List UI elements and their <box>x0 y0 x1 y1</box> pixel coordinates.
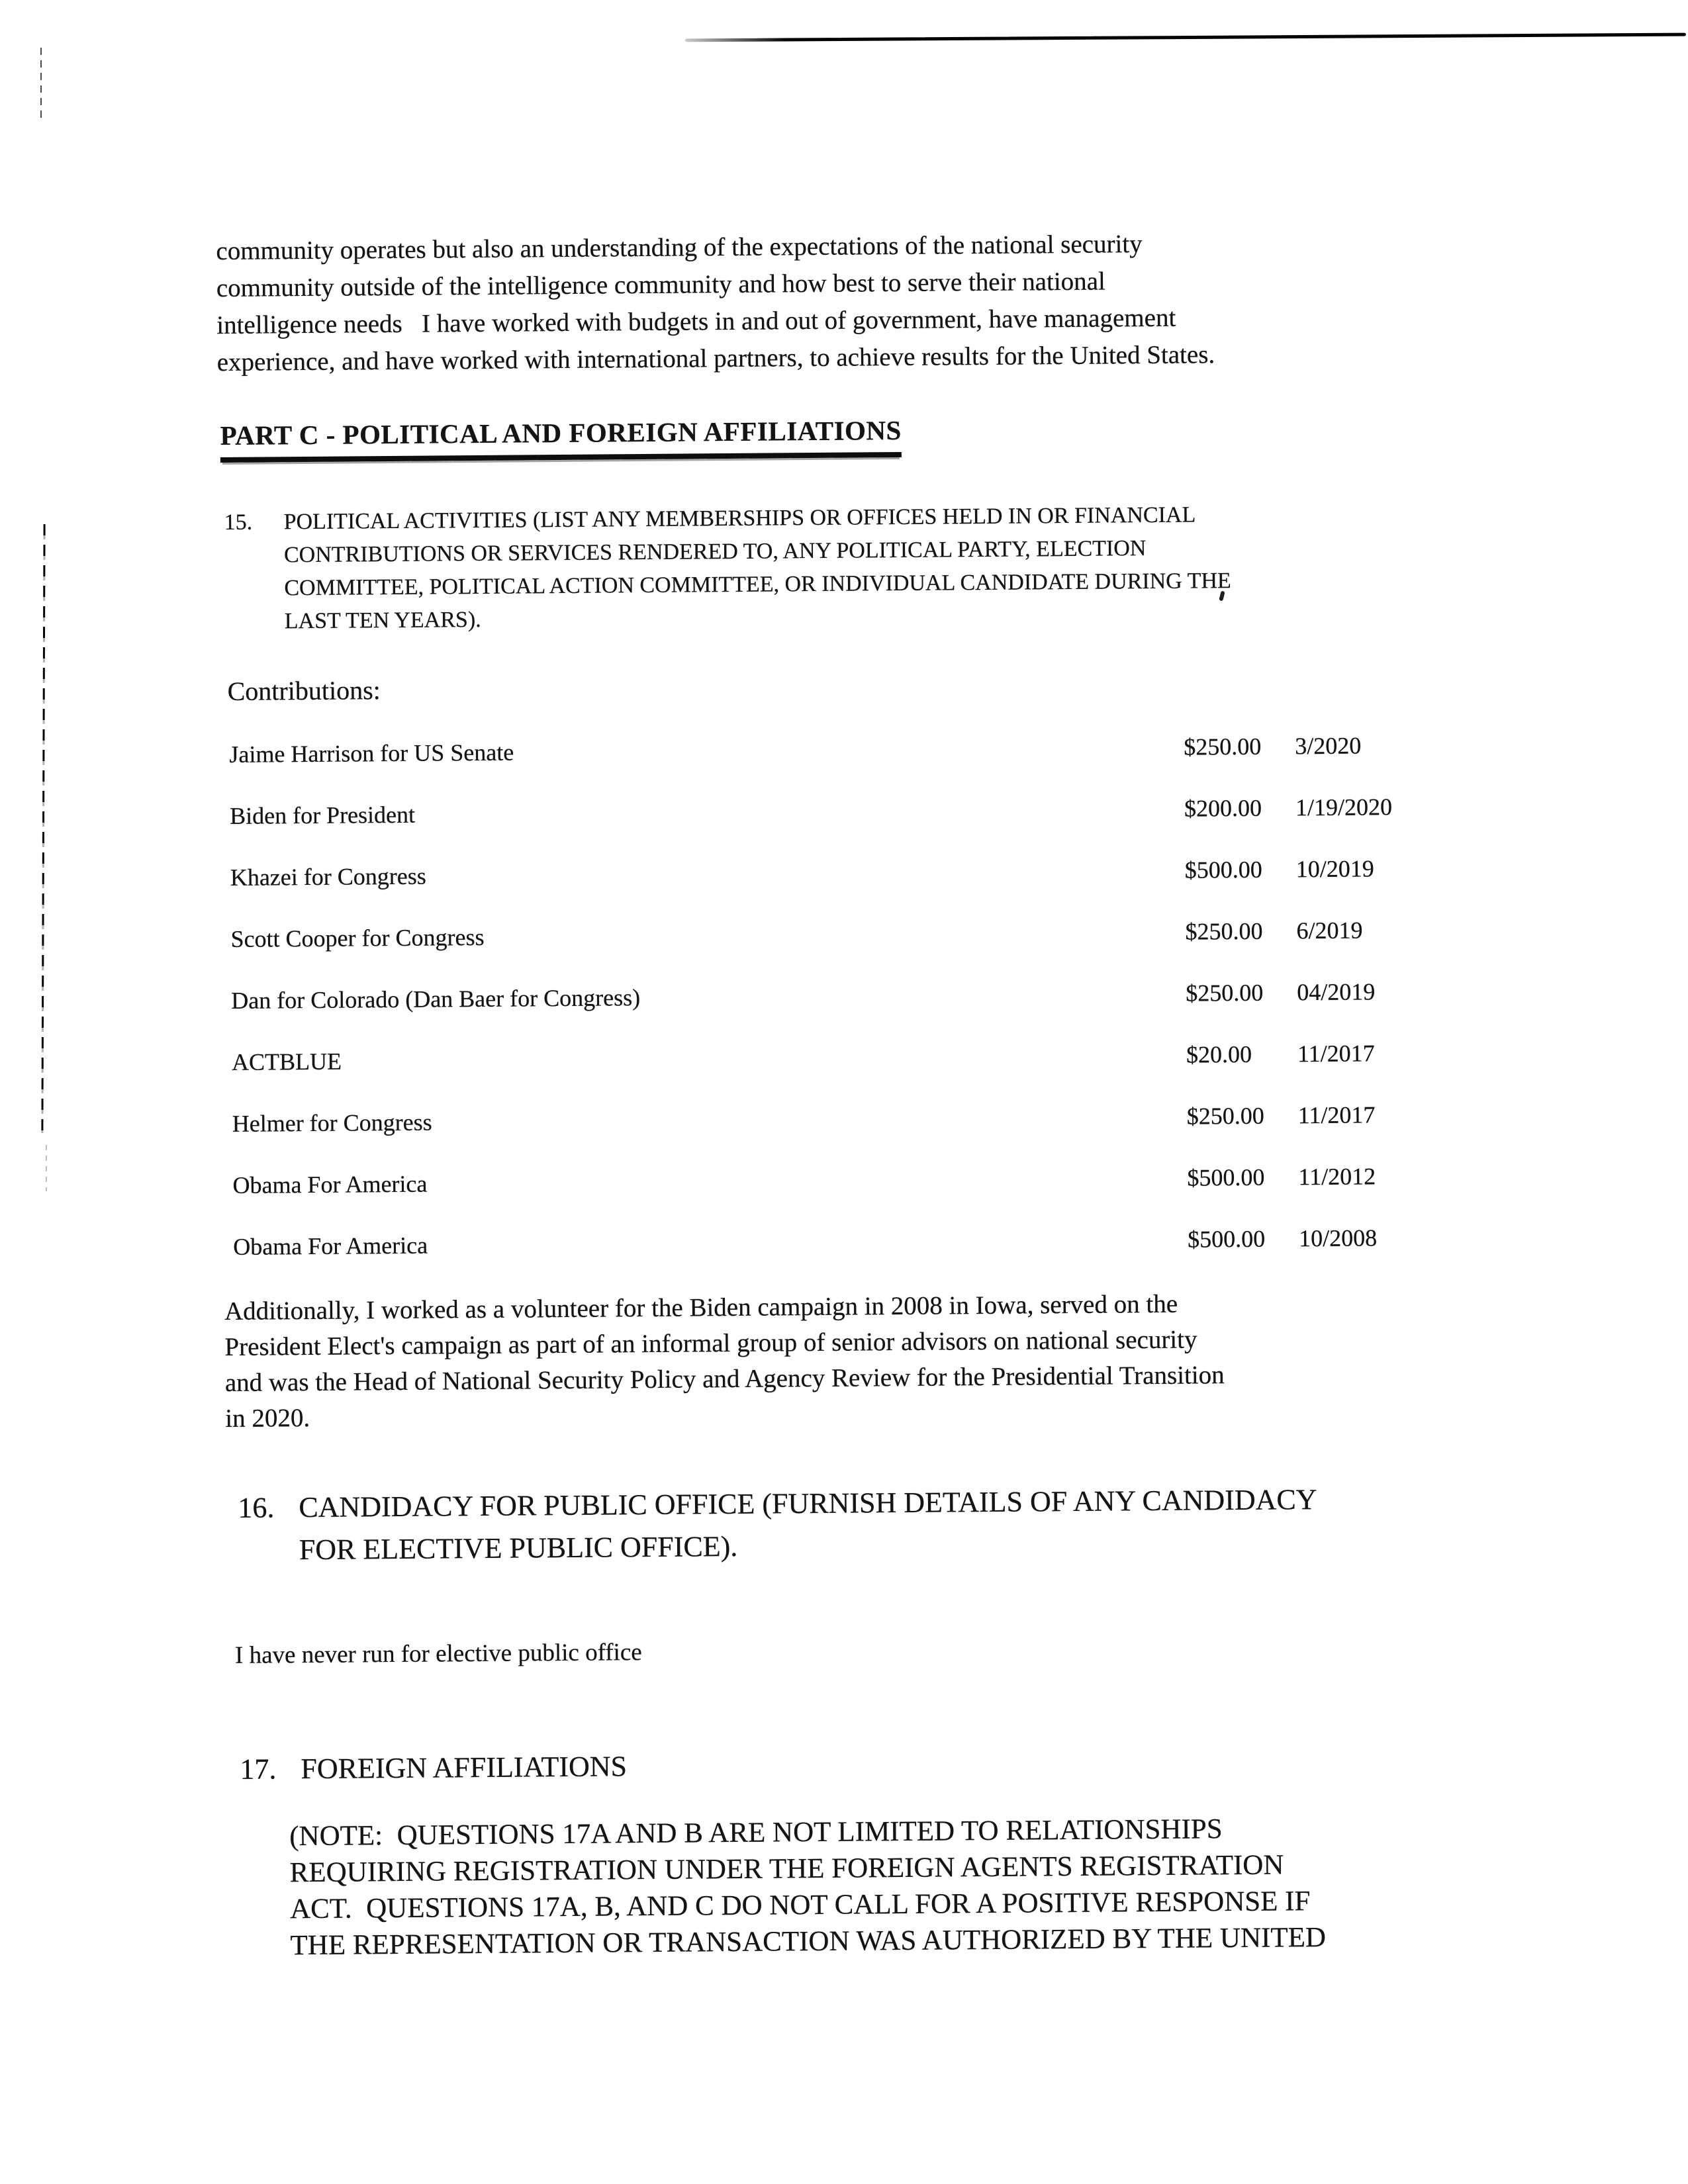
contribution-amount: $250.00 <box>1186 979 1264 1007</box>
contribution-name: Obama For America <box>233 1232 428 1260</box>
contribution-date: 11/2012 <box>1298 1163 1376 1191</box>
text-line: intelligence needs I have worked with budgets in and out of government, have management <box>216 303 1176 340</box>
text-line: experience, and have worked with international partners, to achieve results for the United States. <box>216 340 1215 377</box>
contribution-date: 1/19/2020 <box>1295 794 1393 821</box>
text-line: ACT. QUESTIONS 17A, B, AND C DO NOT CALL FOR A POSITIVE RESPONSE IF <box>289 1886 1311 1925</box>
contribution-name: Biden for President <box>229 801 416 829</box>
text-line: community operates but also an understanding of the expectations of the national security <box>216 230 1143 266</box>
text-line: LAST TEN YEARS). <box>284 607 481 634</box>
question-16 <box>238 1476 1688 1572</box>
contribution-amount: $20.00 <box>1186 1040 1252 1068</box>
contribution-amount: $250.00 <box>1185 917 1263 945</box>
text-line: (NOTE: QUESTIONS 17A AND B ARE NOT LIMITED TO RELATIONSHIPS <box>289 1813 1223 1852</box>
contribution-name: ACTBLUE <box>231 1048 342 1075</box>
question-17-title: FOREIGN AFFILIATIONS <box>301 1750 628 1786</box>
intro-paragraph <box>214 0 1481 381</box>
contributions-label: Contributions: <box>227 675 381 706</box>
text-line: CANDIDACY FOR PUBLIC OFFICE (FURNISH DETAILS OF ANY CANDIDACY <box>299 1483 1317 1524</box>
contribution-date: 11/2017 <box>1297 1101 1376 1129</box>
text-line: Additionally, I worked as a volunteer for the Biden campaign in 2008 in Iowa, served on the <box>224 1289 1178 1326</box>
contribution-amount: $200.00 <box>1184 794 1262 822</box>
text-line: President Elect's campaign as part of an informal group of senior advisors on national security <box>224 1325 1197 1362</box>
text-line: COMMITTEE, POLITICAL ACTION COMMITTEE, OR INDIVIDUAL CANDIDATE DURING THE <box>284 569 1231 601</box>
text-line: in 2020. <box>225 1404 310 1433</box>
text-line: and was the Head of National Security Policy and Agency Review for the Presidential Transition <box>224 1361 1225 1398</box>
contribution-row <box>230 915 1488 954</box>
text-line: THE REPRESENTATION OR TRANSACTION WAS AUTHORIZED BY THE UNITED <box>290 1921 1327 1962</box>
text-line: POLITICAL ACTIVITIES (LIST ANY MEMBERSHIPS OR OFFICES HELD IN OR FINANCIAL <box>283 502 1196 535</box>
contribution-name: Jaime Harrison for US Senate <box>229 739 514 768</box>
contribution-date: 3/2020 <box>1295 732 1362 760</box>
contribution-name: Obama For America <box>232 1170 428 1199</box>
question-15-text <box>283 498 1331 638</box>
text-line: CONTRIBUTIONS OR SERVICES RENDERED TO, ANY POLITICAL PARTY, ELECTION <box>283 536 1147 568</box>
contribution-name: Helmer for Congress <box>232 1109 432 1137</box>
contribution-date: 6/2019 <box>1296 917 1363 944</box>
contribution-date: 10/2019 <box>1295 855 1374 883</box>
contribution-name: Scott Cooper for Congress <box>230 923 485 952</box>
text-line: FOR ELECTIVE PUBLIC OFFICE). <box>299 1529 738 1567</box>
contribution-name: Khazei for Congress <box>230 862 426 891</box>
contribution-amount: $500.00 <box>1187 1163 1265 1191</box>
contribution-row <box>233 1222 1491 1261</box>
contribution-row <box>229 730 1487 769</box>
question-16-number: 16. <box>238 1491 275 1524</box>
question-17-note-paragraph <box>289 1809 1476 1964</box>
contribution-amount: $500.00 <box>1184 856 1262 884</box>
question-16-text <box>299 1478 1425 1571</box>
contribution-amount: $250.00 <box>1184 733 1262 760</box>
question-15-number: 15. <box>224 510 253 535</box>
text-line: REQUIRING REGISTRATION UNDER THE FOREIGN AGENTS REGISTRATION <box>289 1849 1284 1889</box>
contribution-row <box>232 1099 1490 1138</box>
contribution-date: 11/2017 <box>1297 1040 1375 1068</box>
contribution-row <box>232 1038 1489 1077</box>
question-17-number: 17. <box>240 1752 277 1786</box>
contribution-name: Dan for Colorado (Dan Baer for Congress) <box>231 984 641 1014</box>
contribution-amount: $250.00 <box>1186 1102 1264 1130</box>
part-c-section <box>220 408 1683 463</box>
contribution-amount: $500.00 <box>1188 1225 1266 1253</box>
additional-activities-paragraph <box>224 1284 1490 1437</box>
contribution-row <box>230 853 1488 892</box>
contributions-list <box>0 729 1688 1263</box>
part-c-heading: PART C - POLITICAL AND FOREIGN AFFILIATIONS <box>220 414 902 463</box>
contribution-date: 10/2008 <box>1299 1224 1378 1252</box>
text-line: community outside of the intelligence community and how best to serve their national <box>216 267 1106 303</box>
contribution-row <box>232 1161 1490 1200</box>
contribution-row <box>231 976 1489 1015</box>
question-17 <box>240 1737 1688 1791</box>
contribution-row <box>230 792 1487 831</box>
contribution-date: 04/2019 <box>1297 978 1376 1006</box>
question-16-answer: I have never run for elective public office <box>234 1639 642 1669</box>
question-15 <box>224 495 1685 639</box>
